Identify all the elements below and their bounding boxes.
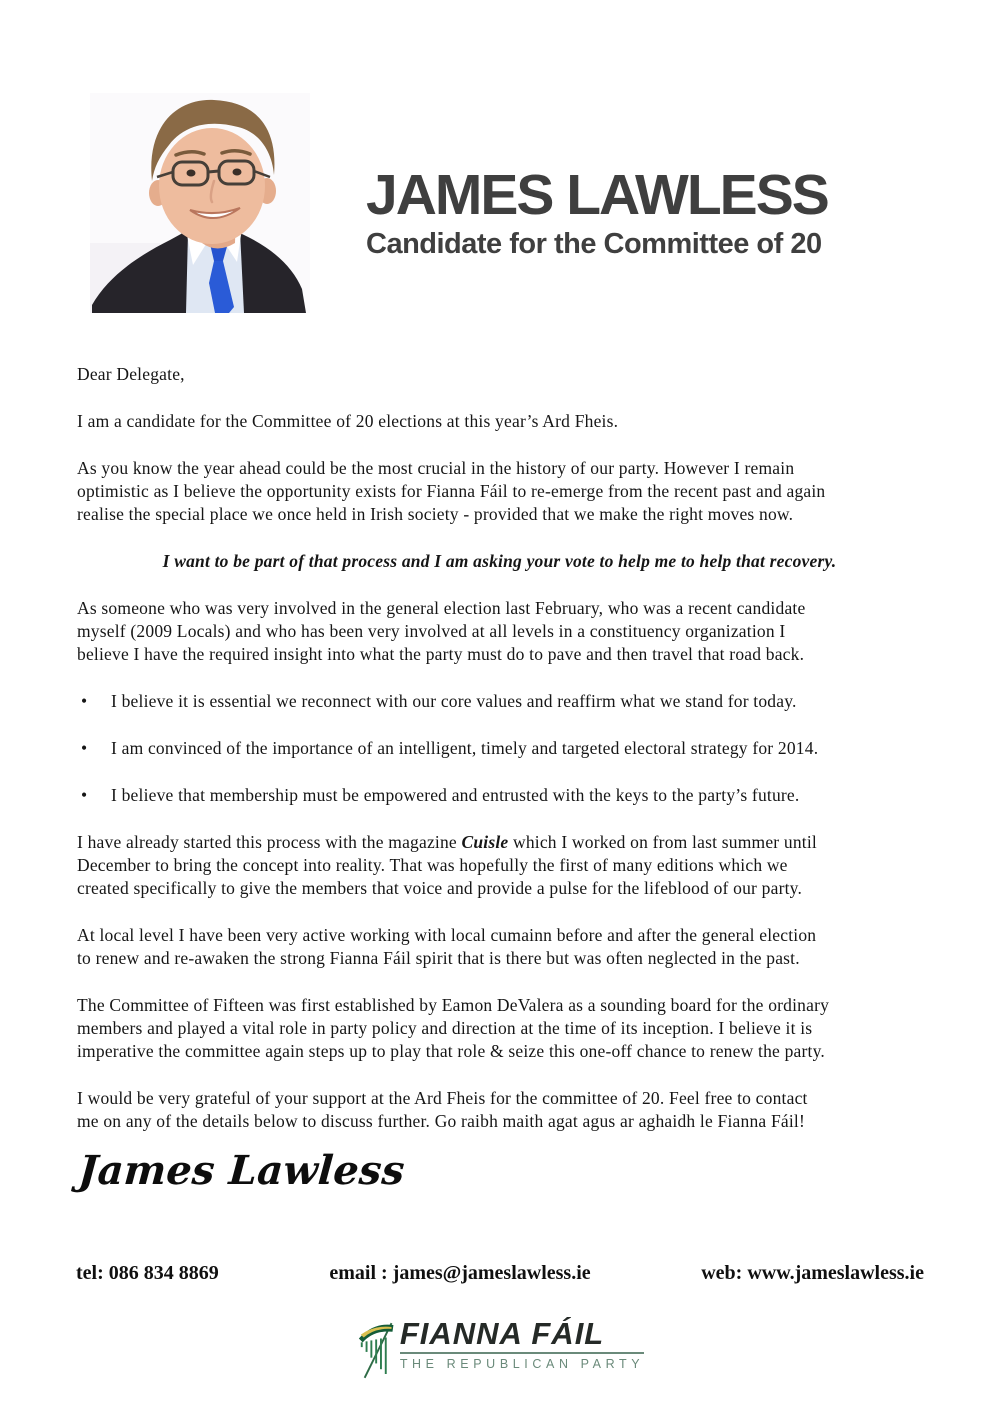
logo-tagline: THE REPUBLICAN PARTY — [400, 1352, 644, 1371]
bullet-icon: • — [81, 785, 88, 805]
paragraph-crucial-year: As you know the year ahead could be the most crucial in the history of our party. However I remain optimistic as I believe the opportunity exists for Fianna Fáil to re-emerge from the recent past and again realise the special place we once held in Irish society - provided that we make the right moves now. — [77, 458, 826, 524]
telephone-number: tel: 086 834 8869 — [76, 1262, 219, 1284]
callout-line: I want to be part of that process and I am asking your vote to help me to help that recovery. — [162, 551, 837, 571]
bullet-electoral-strategy: • I am convinced of the importance of an intelligent, timely and targeted electoral strategy for 2014. — [77, 737, 922, 760]
paragraph-experience: As someone who was very involved in the general election last February, who was a recent candidate myself (2009 Locals) and who has been very involved at all levels in a constituency organization I believe I have the required insight into what the party must do to pave and then travel that road back. — [77, 598, 806, 664]
bullet-core-values: • I believe it is essential we reconnect with our core values and reaffirm what we stand for today. — [77, 690, 922, 713]
logo-party-name: FIANNA FÁIL — [399, 1316, 605, 1351]
bullet-membership: • I believe that membership must be empowered and entrusted with the keys to the party’s future. — [77, 784, 922, 807]
candidate-name-heading: JAMES LAWLESS — [366, 163, 828, 227]
harp-icon — [356, 1320, 404, 1380]
paragraph-closing: I would be very grateful of your support at the Ard Fheis for the committee of 20. Feel free to contact me on any of the details below to discuss further. Go raibh maith agat agus ar aghaidh le Fianna Fáil! — [77, 1088, 808, 1131]
candidate-subtitle: Candidate for the Committee of 20 — [366, 228, 822, 260]
paragraph-local-level: At local level I have been very active working with local cumainn before and after the general election to renew and re-awaken the strong Fianna Fáil spirit that is there but was often neglected in the past. — [77, 925, 817, 968]
paragraph-intro: I am a candidate for the Committee of 20 elections at this year’s Ard Fheis. — [77, 411, 619, 431]
paragraph-committee-history: The Committee of Fifteen was first established by Eamon DeValera as a sounding board for the ordinary members and played a vital role in party policy and direction at the time of its inception. I believe it is imperative the committee again steps up to play that role & seize this one-off chance to renew the party. — [77, 995, 830, 1061]
contact-row — [76, 1262, 924, 1285]
paragraph-cuisle-magazine: I have already started this process with the magazine Cuisle which I worked on from last summer until December to bring the concept into reality. That was hopefully the first of many editions which we created specifically to give the members that voice and provide a pulse for the lifeblood of our party. — [77, 832, 817, 898]
bullet-icon: • — [81, 738, 88, 758]
email-address: email : james@jameslawless.ie — [329, 1262, 591, 1284]
title-block — [366, 163, 828, 261]
website-address: web: www.jameslawless.ie — [701, 1262, 924, 1284]
logo-text-block — [400, 1318, 644, 1371]
salutation: Dear Delegate, — [77, 364, 185, 384]
letter-body — [77, 363, 922, 1195]
fianna-fail-logo — [0, 1318, 1000, 1380]
candidate-photo — [90, 93, 310, 313]
signature: James Lawless — [77, 1147, 407, 1194]
magazine-name: Cuisle — [461, 832, 509, 852]
bullet-icon: • — [81, 691, 88, 711]
